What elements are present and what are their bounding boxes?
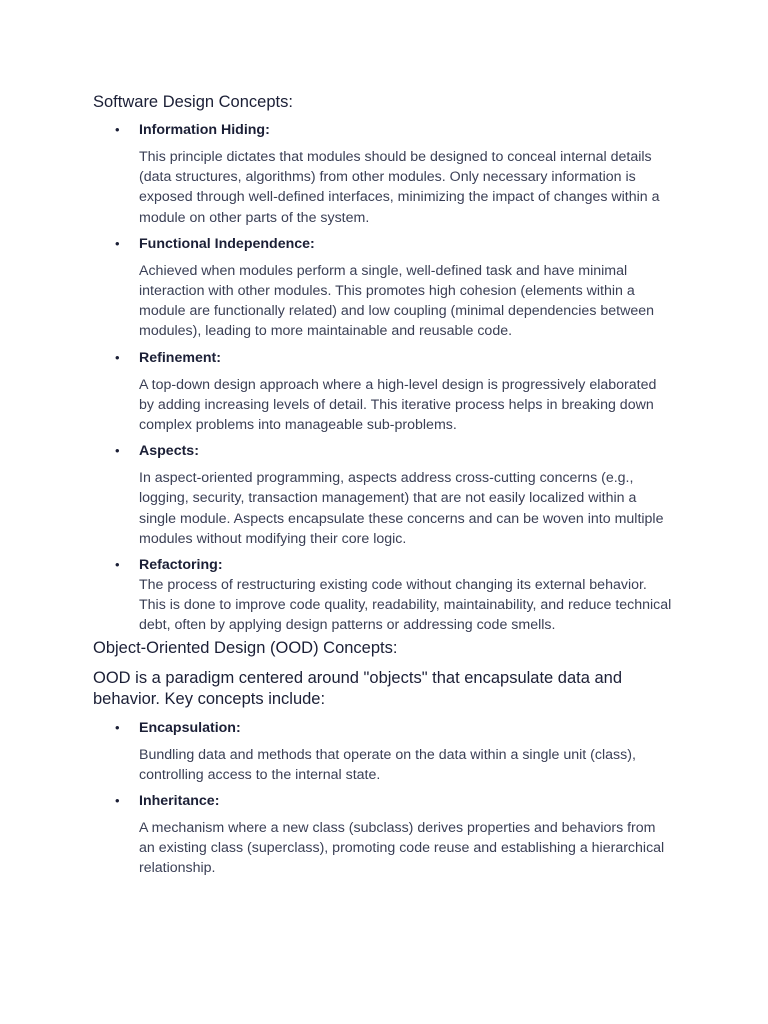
list-item-encapsulation	[93, 718, 673, 785]
concept-term: Refinement:	[139, 349, 221, 366]
concept-description: This principle dictates that modules should be designed to conceal internal details (data structures, algorithms) from other modules. Only necessary information is exposed through well-defined interfaces, minimizing the impact of changes within a module on other parts of the system.	[139, 149, 660, 226]
list-item-inheritance	[93, 791, 673, 879]
list-item-aspects	[93, 441, 673, 549]
concept-description: The process of restructuring existing code without changing its external behavior. This is done to improve code quality, readability, maintainability, and reduce technical debt, often by applying design patterns or addressing code smells.	[139, 577, 672, 634]
concept-description: In aspect-oriented programming, aspects address cross-cutting concerns (e.g., logging, security, transaction management) that are not easily localized within a single module. Aspects encapsulate these concerns and can be woven into multiple modules without modifying their core logic.	[139, 470, 664, 547]
concept-description: A top-down design approach where a high-level design is progressively elaborated by adding increasing levels of detail. This iterative process helps in breaking down complex problems into manageable sub-problems.	[139, 376, 657, 434]
list-item-refinement	[93, 348, 673, 436]
concept-term: Information Hiding:	[139, 122, 270, 138]
bullet-icon: •	[115, 557, 120, 573]
concept-term: Aspects:	[139, 443, 199, 460]
document-page	[93, 92, 673, 879]
concept-term: Functional Independence:	[139, 235, 315, 252]
concept-description: Bundling data and methods that operate on the data within a single unit (class), controlling access to the internal state.	[139, 746, 636, 783]
concept-term: Refactoring:	[139, 557, 223, 574]
bullet-icon: •	[115, 793, 120, 809]
section-heading-ood: Object-Oriented Design (OOD) Concepts:	[93, 638, 398, 657]
list-item-refactoring	[93, 555, 673, 636]
software-design-concept-list	[93, 120, 673, 636]
ood-intro-paragraph: OOD is a paradigm centered around "objects" that encapsulate data and behavior. Key concepts include:	[93, 668, 623, 708]
list-item-functional-independence	[93, 234, 673, 342]
list-item-information-hiding	[93, 120, 673, 228]
bullet-icon: •	[115, 443, 120, 459]
bullet-icon: •	[115, 122, 120, 137]
concept-term: Encapsulation:	[139, 719, 241, 736]
concept-term: Inheritance:	[139, 793, 220, 810]
bullet-icon: •	[115, 349, 120, 365]
bullet-icon: •	[115, 719, 120, 735]
concept-description: A mechanism where a new class (subclass) derives properties and behaviors from an existing class (superclass), promoting code reuse and establishing a hierarchical relationship.	[139, 820, 665, 877]
section-heading-software-design: Software Design Concepts:	[93, 93, 293, 111]
bullet-icon: •	[115, 235, 120, 251]
concept-description: Achieved when modules perform a single, well-defined task and have minimal interaction with other modules. This promotes high cohesion (elements within a module are functionally related) and low coupling (minimal dependencies between modules), leading to more maintainable and reusable code.	[139, 262, 654, 340]
ood-concept-list	[93, 718, 673, 879]
